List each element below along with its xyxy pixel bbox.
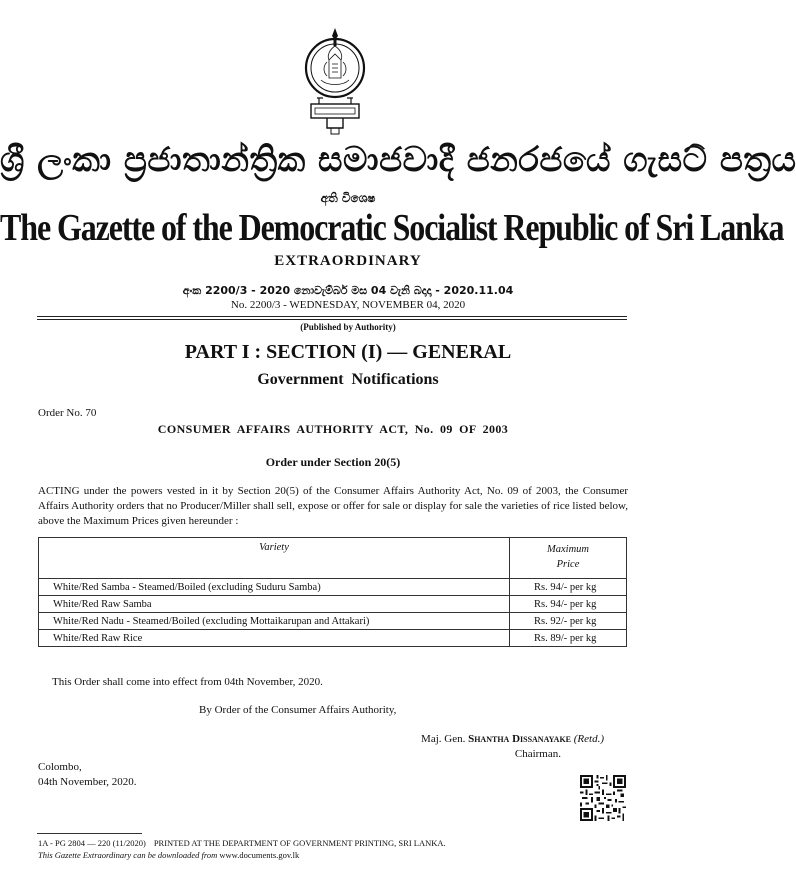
variety-cell: White/Red Raw Samba: [39, 596, 510, 613]
table-row: [39, 613, 627, 630]
header-rule-thick: [37, 316, 627, 317]
order-number: Order No. 70: [38, 407, 97, 419]
table-header-row: [39, 538, 627, 579]
sinhala-gazette-title: ශ්‍රී ලංකා ප්‍රජාතාන්ත්‍රික සමාජවාදී ජනරජයේ ගැසට් පත්‍රය: [0, 140, 796, 180]
table-row: [39, 596, 627, 613]
part-section-title: PART I : SECTION (I) — GENERAL: [184, 341, 512, 363]
footer-download-line: [38, 850, 299, 860]
footer-printed: PRINTED AT THE DEPARTMENT OF GOVERNMENT PRINTING, SRI LANKA.: [153, 838, 446, 848]
english-gazette-title: The Gazette of the Democratic Socialist Republic of Sri Lanka: [0, 205, 784, 249]
price-cell: Rs. 94/- per kg: [510, 596, 627, 613]
sri-lanka-emblem-icon: [299, 20, 371, 138]
issue-line-sinhala: අංක 2200/3 - 2020 නොවැම්බර් මස 04 වැනි බදාදා - 2020.11.04: [182, 284, 514, 297]
order-under-section: Order under Section 20(5): [265, 455, 401, 469]
table-row: [39, 579, 627, 596]
qr-code-icon: [580, 775, 626, 821]
footer-rule: [37, 833, 142, 834]
issue-line-english: No. 2200/3 - WEDNESDAY, NOVEMBER 04, 2020: [230, 299, 466, 311]
government-notifications-heading: Government Notifications: [257, 371, 439, 388]
by-order-statement: By Order of the Consumer Affairs Authority,: [199, 704, 397, 716]
signatory-prefix: Maj. Gen.: [421, 733, 466, 745]
footer-download-link[interactable]: www.documents.gov.lk: [219, 850, 300, 860]
signing-date: 04th November, 2020.: [38, 776, 137, 788]
footer-download-text: This Gazette Extraordinary can be downloaded from: [38, 850, 218, 860]
signatory: [0, 733, 604, 745]
variety-column-header: Variety: [39, 538, 510, 579]
signatory-title: Chairman.: [514, 748, 561, 760]
extraordinary-label: EXTRAORDINARY: [274, 253, 422, 269]
variety-cell: White/Red Samba - Steamed/Boiled (excluding Suduru Samba): [39, 579, 510, 596]
sinhala-extraordinary-label: අති විශෙෂ: [320, 191, 376, 205]
price-cell: Rs. 89/- per kg: [510, 630, 627, 647]
order-paragraph: ACTING under the powers vested in it by Section 20(5) of the Consumer Affairs Authority Act, No. 09 of 2003, the Consumer Affairs Authority orders that no Producer/Miller shall sell, expose or offer for sale or display for sale the varieties of rice listed below, above the Maximum Prices given hereunder :: [38, 485, 628, 527]
rice-price-table: [38, 537, 627, 647]
price-column-header: Maximum Price: [510, 538, 627, 579]
signatory-suffix: (Retd.): [573, 733, 604, 745]
footer-code: 1A - PG 2804 — 220 (11/2020): [38, 838, 146, 848]
act-title: CONSUMER AFFAIRS AUTHORITY ACT, No. 09 OF 2003: [157, 422, 509, 436]
table-row: [39, 630, 627, 647]
footer-print-line: [38, 838, 446, 848]
place: Colombo,: [38, 761, 82, 773]
header-rule-thin: [37, 319, 627, 320]
effective-date-statement: This Order shall come into effect from 04th November, 2020.: [52, 676, 323, 688]
variety-cell: White/Red Raw Rice: [39, 630, 510, 647]
signatory-name: Shantha Dissanayake: [468, 733, 572, 745]
price-cell: Rs. 94/- per kg: [510, 579, 627, 596]
price-cell: Rs. 92/- per kg: [510, 613, 627, 630]
published-by-authority: (Published by Authority): [300, 322, 396, 332]
variety-cell: White/Red Nadu - Steamed/Boiled (excluding Mottaikarupan and Attakari): [39, 613, 510, 630]
